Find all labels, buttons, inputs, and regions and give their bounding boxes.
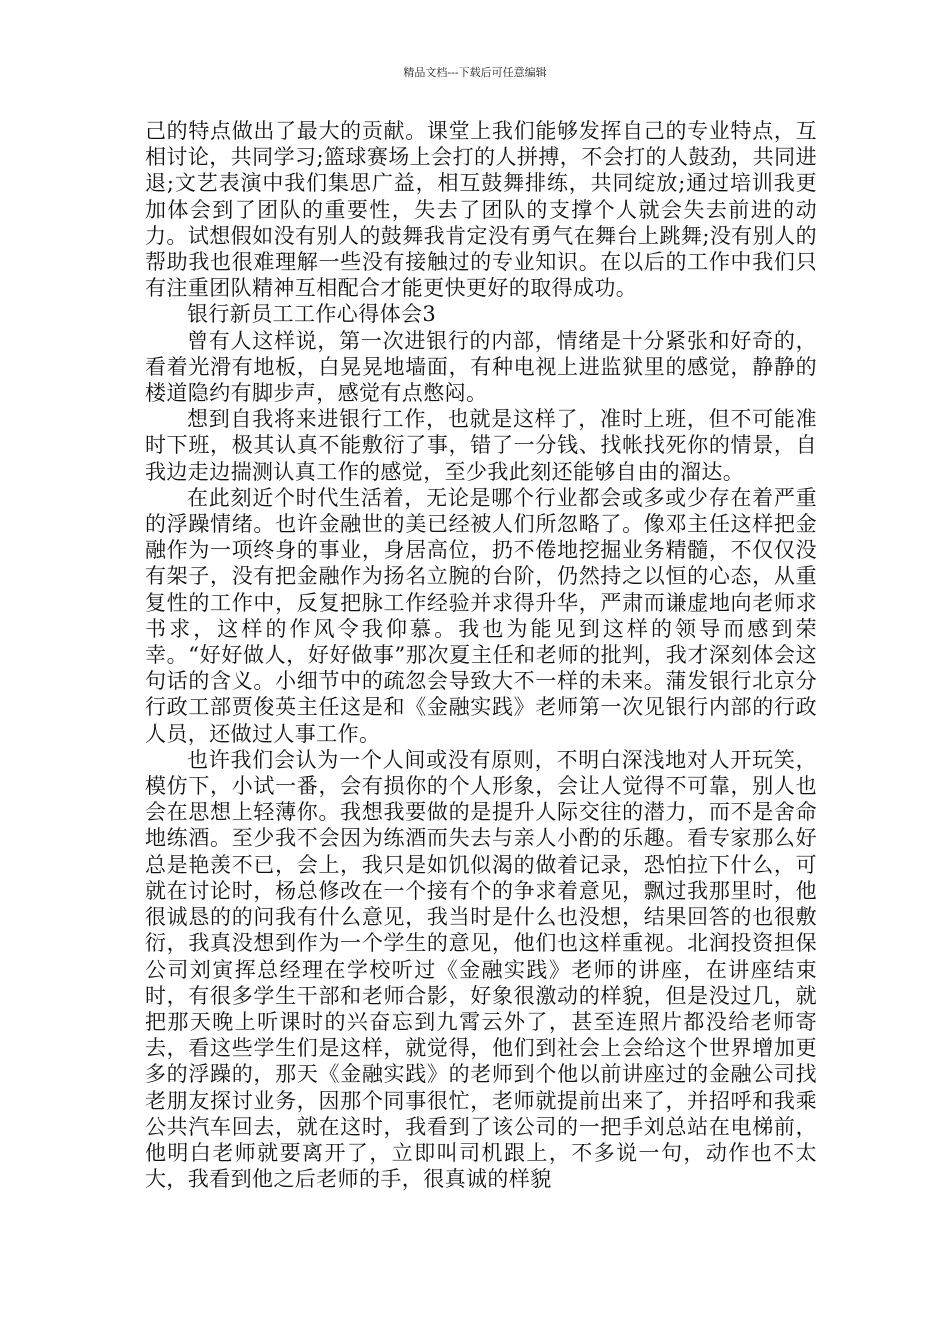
paragraph-interpersonal: 也许我们会认为一个人间或没有原则，不明白深浅地对人开玩笑，模仿下，小试一番，会有损你的个人形象，会让人觉得不可靠，别人也会在思想上轻薄你。我想我要做的是提升人际交往的潜力，而不是舍命地练酒。至少我不会因为练酒而失去与亲人小酌的乐趣。看专家那么好总是艳羡不已，会上，我只是如饥似渴的做着记录，恐怕拉下什么，可就在讨论时，杨总修改在一个接有个的争求着意见，飘过我那里时，他很诚恳的的问我有什么意见，我当时是什么也没想，结果回答的也很敷衍，我真没想到作为一个学生的意见，他们也这样重视。北润投资担保公司刘寅挥总经理在学校听过《金融实践》老师的讲座，在讲座结束时，有很多学生干部和老师合影，好象很激动的样貌，但是没过几，就把那天晚上听课时的兴奋忘到九霄云外了，甚至连照片都没给老师寄去，看这些学生们是这样，就觉得，他们到社会上会给这个世界增加更多的浮躁的，那天《金融实践》的老师到个他以前讲座过的金融公司找老朋友探讨业务，因那个同事很忙，老师就提前出来了，并招呼和我乘公共汽车回去，就在这时，我看到了该公司的一把手刘总站在电梯前，他明白老师就要离开了，立即叫司机跟上，不多说一句，动作也不太大，我看到他之后老师的手，很真诚的样貌 (145, 747, 817, 1192)
page-header: 精品文档---下载后可任意编辑 (403, 66, 547, 79)
paragraph-first-visit: 曾有人这样说，第一次进银行的内部，情绪是十分紧张和好奇的，看着光滑有地板，白晃晃地墙面，有种电视上进监狱里的感觉，静静的楼道隐约有脚步声，感觉有点憋闷。 (145, 328, 817, 406)
document-body (145, 118, 817, 1192)
paragraph-teamwork-conclusion: 己的特点做出了最大的贡献。课堂上我们能够发挥自己的专业特点，互相讨论，共同学习;篮球赛场上会打的人拼搏，不会打的人鼓劲，共同进退;文艺表演中我们集思广益，相互鼓舞排练，共同绽放;通过培训我更加体会到了团队的重要性，失去了团队的支撑个人就会失去前进的动力。试想假如没有别人的鼓舞我肯定没有勇气在舞台上跳舞;没有别人的帮助我也很难理解一些没有接触过的专业知识。在以后的工作中我们只有注重团队精神互相配合才能更快更好的取得成功。 (145, 119, 817, 301)
section-heading: 银行新员工工作心得体会3 (187, 302, 437, 327)
paragraph-future-work: 想到自我将来进银行工作，也就是这样了，准时上班，但不可能准时下班，极其认真不能敷衍了事，错了一分钱、找帐找死你的情景，自我边走边揣测认真工作的感觉，至少我此刻还能够自由的溜达。 (145, 407, 817, 484)
paragraph-era-reflection: 在此刻近个时代生活着，无论是哪个行业都会或多或少存在着严重的浮躁情绪。也许金融世的美已经被人们所忽略了。像邓主任这样把金融作为一项终身的事业，身居高位，扔不倦地挖掘业务精髓，不仅仅没有架子，没有把金融作为扬名立腕的台阶，仍然持之以恒的心态，从重复性的工作中，反复把脉工作经验并求得升华，严肃而谦虚地向老师求书求，这样的作风令我仰慕。我也为能见到这样的领导而感到荣幸。“好好做人，好好做事”那次夏主任和老师的批判，我才深刻体会这句话的含义。小细节中的疏忽会导致大不一样的未来。蒲发银行北京分行政工部贾俊英主任这是和《金融实践》老师第一次见银行内部的行政人员，还做过人事工作。 (145, 485, 817, 746)
